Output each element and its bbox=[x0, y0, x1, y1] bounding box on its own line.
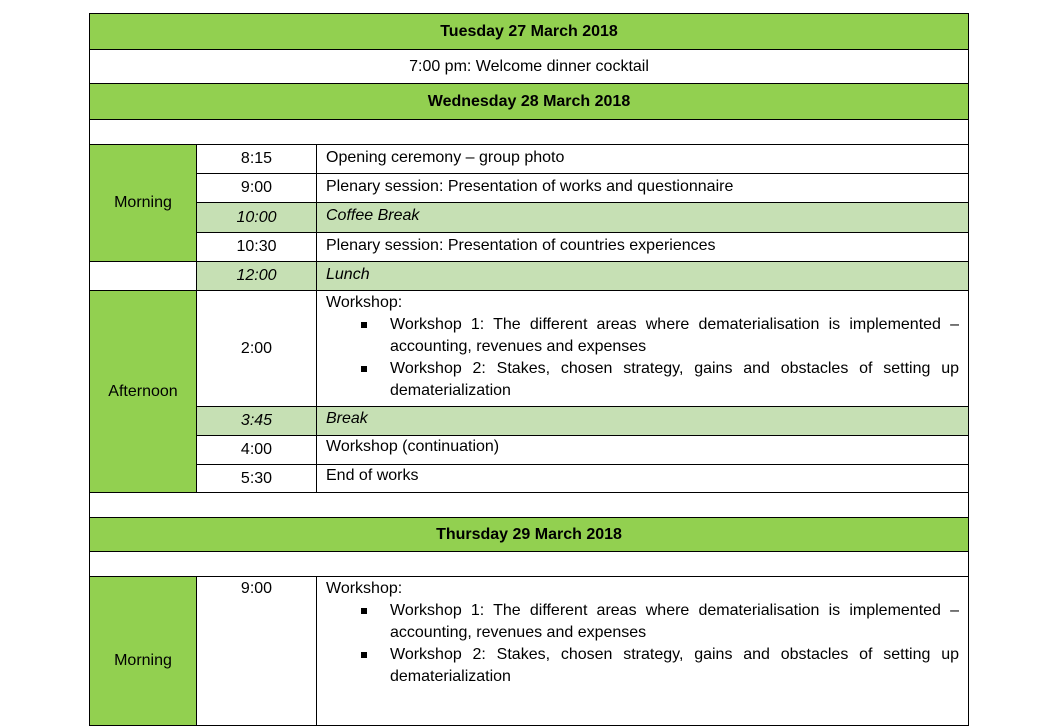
time-cell bbox=[196, 435, 317, 465]
spacer-row bbox=[89, 551, 969, 577]
period-label: Afternoon bbox=[108, 382, 178, 400]
time-cell bbox=[196, 173, 317, 203]
bullet-icon bbox=[361, 322, 367, 328]
desc-text: Workshop: bbox=[326, 294, 403, 311]
list-item bbox=[390, 314, 968, 358]
desc-text: Workshop (continuation) bbox=[326, 438, 500, 455]
list-item bbox=[390, 600, 968, 644]
event-text: 7:00 pm: Welcome dinner cocktail bbox=[409, 57, 649, 75]
desc-text: Lunch bbox=[326, 266, 370, 283]
desc-text: Break bbox=[326, 410, 368, 427]
desc-cell-workshop bbox=[316, 576, 969, 726]
time-text: 9:00 bbox=[240, 179, 273, 196]
desc-cell bbox=[316, 144, 969, 174]
tuesday-event-row bbox=[89, 49, 969, 84]
period-empty bbox=[89, 261, 197, 291]
workshop-list bbox=[326, 314, 968, 402]
time-cell bbox=[196, 576, 317, 726]
period-label: Morning bbox=[114, 652, 172, 669]
day-header-tuesday bbox=[89, 13, 969, 50]
time-text: 3:45 bbox=[240, 412, 273, 429]
desc-cell bbox=[316, 464, 969, 493]
time-text: 2:00 bbox=[240, 339, 273, 357]
time-text: 4:00 bbox=[240, 441, 273, 458]
desc-cell bbox=[316, 435, 969, 465]
desc-cell-lunch bbox=[316, 261, 969, 291]
time-text: 10:30 bbox=[236, 238, 277, 255]
bullet-text: Workshop 2: Stakes, chosen strategy, gains and obstacles of setting up dematerialization bbox=[390, 360, 959, 399]
time-text: 5:30 bbox=[240, 469, 273, 487]
day-title: Wednesday 28 March 2018 bbox=[427, 92, 631, 110]
desc-text: Opening ceremony – group photo bbox=[326, 149, 565, 166]
time-cell bbox=[196, 290, 317, 407]
desc-text: Coffee Break bbox=[326, 207, 420, 224]
time-cell-break bbox=[196, 202, 317, 233]
desc-text: Plenary session: Presentation of works and questionnaire bbox=[326, 178, 734, 195]
time-cell bbox=[196, 232, 317, 262]
desc-text: Workshop: bbox=[326, 580, 403, 597]
day-title: Tuesday 27 March 2018 bbox=[440, 22, 618, 40]
bullet-text: Workshop 1: The different areas where dematerialisation is implemented – accounting, revenues and expenses bbox=[390, 316, 959, 355]
time-cell bbox=[196, 144, 317, 174]
bullet-text: Workshop 2: Stakes, chosen strategy, gains and obstacles of setting up dematerialization bbox=[390, 646, 959, 685]
day-header-thursday bbox=[89, 517, 969, 552]
time-text: 12:00 bbox=[236, 267, 277, 284]
time-cell bbox=[196, 464, 317, 493]
spacer-row bbox=[89, 119, 969, 145]
bullet-icon bbox=[361, 608, 367, 614]
desc-text: Plenary session: Presentation of countries experiences bbox=[326, 237, 716, 254]
desc-cell bbox=[316, 173, 969, 203]
bullet-icon bbox=[361, 652, 367, 658]
time-cell-lunch bbox=[196, 261, 317, 291]
bullet-text: Workshop 1: The different areas where dematerialisation is implemented – accounting, revenues and expenses bbox=[390, 602, 959, 641]
time-text: 8:15 bbox=[240, 150, 273, 167]
spacer-row bbox=[89, 492, 969, 518]
bullet-icon bbox=[361, 366, 367, 372]
period-label: Morning bbox=[114, 194, 172, 211]
time-cell-break bbox=[196, 406, 317, 436]
day-header-wednesday bbox=[89, 83, 969, 120]
period-morning bbox=[89, 144, 197, 262]
time-text: 10:00 bbox=[236, 208, 277, 226]
period-morning bbox=[89, 576, 197, 726]
day-title: Thursday 29 March 2018 bbox=[436, 525, 622, 543]
list-item bbox=[390, 644, 968, 688]
desc-cell-break bbox=[316, 406, 969, 436]
desc-cell-break bbox=[316, 202, 969, 233]
desc-cell-workshop bbox=[316, 290, 969, 407]
period-afternoon bbox=[89, 290, 197, 493]
desc-cell bbox=[316, 232, 969, 262]
desc-text: End of works bbox=[326, 467, 419, 484]
time-text: 9:00 bbox=[240, 580, 273, 597]
list-item bbox=[390, 358, 968, 402]
